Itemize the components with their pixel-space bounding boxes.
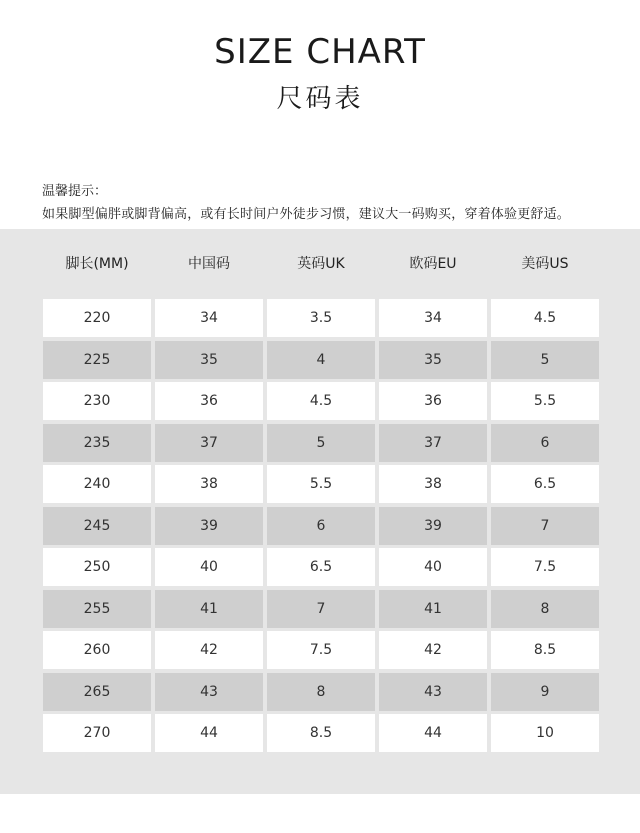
cell-eu-size: 44 [379, 714, 487, 752]
page-title: SIZE CHART [214, 32, 426, 72]
cell-foot-length: 230 [43, 382, 151, 420]
cell-us-size: 8 [491, 590, 599, 628]
cell-foot-length: 270 [43, 714, 151, 752]
cell-uk-size: 5 [267, 424, 375, 462]
cell-eu-size: 40 [379, 548, 487, 586]
header-foot-length: 脚长(MM) [65, 256, 129, 272]
table-row [43, 424, 599, 462]
cell-cn-size: 35 [155, 341, 263, 379]
cell-eu-size: 43 [379, 673, 487, 711]
table-row [43, 299, 599, 337]
cell-eu-size: 39 [379, 507, 487, 545]
table-body [43, 299, 599, 756]
cell-us-size: 7.5 [491, 548, 599, 586]
header-uk-size: 英码UK [297, 256, 345, 272]
cell-cn-size: 41 [155, 590, 263, 628]
table-row [43, 673, 599, 711]
cell-cn-size: 34 [155, 299, 263, 337]
cell-us-size: 4.5 [491, 299, 599, 337]
table-row [43, 714, 599, 752]
cell-foot-length: 240 [43, 465, 151, 503]
table-row [43, 341, 599, 379]
cell-us-size: 6.5 [491, 465, 599, 503]
cell-eu-size: 37 [379, 424, 487, 462]
cell-foot-length: 265 [43, 673, 151, 711]
cell-foot-length: 235 [43, 424, 151, 462]
cell-uk-size: 4 [267, 341, 375, 379]
cell-eu-size: 35 [379, 341, 487, 379]
cell-cn-size: 42 [155, 631, 263, 669]
cell-uk-size: 5.5 [267, 465, 375, 503]
tip-heading: 温馨提示： [42, 184, 108, 199]
table-row [43, 465, 599, 503]
cell-uk-size: 3.5 [267, 299, 375, 337]
cell-uk-size: 7.5 [267, 631, 375, 669]
cell-foot-length: 255 [43, 590, 151, 628]
cell-us-size: 8.5 [491, 631, 599, 669]
size-table-panel [0, 229, 640, 794]
page-subtitle: 尺码表 [276, 84, 364, 114]
table-row [43, 590, 599, 628]
cell-eu-size: 41 [379, 590, 487, 628]
cell-uk-size: 8 [267, 673, 375, 711]
header-us-size: 美码US [521, 256, 569, 272]
cell-cn-size: 38 [155, 465, 263, 503]
cell-cn-size: 43 [155, 673, 263, 711]
cell-eu-size: 38 [379, 465, 487, 503]
table-row [43, 631, 599, 669]
cell-eu-size: 42 [379, 631, 487, 669]
cell-uk-size: 4.5 [267, 382, 375, 420]
header-cn-size: 中国码 [188, 256, 230, 272]
table-row [43, 548, 599, 586]
cell-us-size: 10 [491, 714, 599, 752]
cell-uk-size: 7 [267, 590, 375, 628]
cell-us-size: 7 [491, 507, 599, 545]
cell-us-size: 6 [491, 424, 599, 462]
tip-body: 如果脚型偏胖或脚背偏高，或有长时间户外徒步习惯，建议大一码购买，穿着体验更舒适。 [42, 207, 571, 222]
cell-us-size: 5 [491, 341, 599, 379]
cell-cn-size: 40 [155, 548, 263, 586]
cell-uk-size: 6 [267, 507, 375, 545]
cell-foot-length: 250 [43, 548, 151, 586]
cell-cn-size: 39 [155, 507, 263, 545]
cell-cn-size: 36 [155, 382, 263, 420]
cell-uk-size: 8.5 [267, 714, 375, 752]
cell-us-size: 5.5 [491, 382, 599, 420]
cell-cn-size: 44 [155, 714, 263, 752]
cell-foot-length: 245 [43, 507, 151, 545]
table-header [43, 253, 599, 279]
cell-eu-size: 34 [379, 299, 487, 337]
cell-uk-size: 6.5 [267, 548, 375, 586]
cell-foot-length: 225 [43, 341, 151, 379]
cell-foot-length: 220 [43, 299, 151, 337]
cell-foot-length: 260 [43, 631, 151, 669]
cell-cn-size: 37 [155, 424, 263, 462]
table-row [43, 507, 599, 545]
cell-us-size: 9 [491, 673, 599, 711]
cell-eu-size: 36 [379, 382, 487, 420]
table-row [43, 382, 599, 420]
header-eu-size: 欧码EU [409, 256, 457, 272]
